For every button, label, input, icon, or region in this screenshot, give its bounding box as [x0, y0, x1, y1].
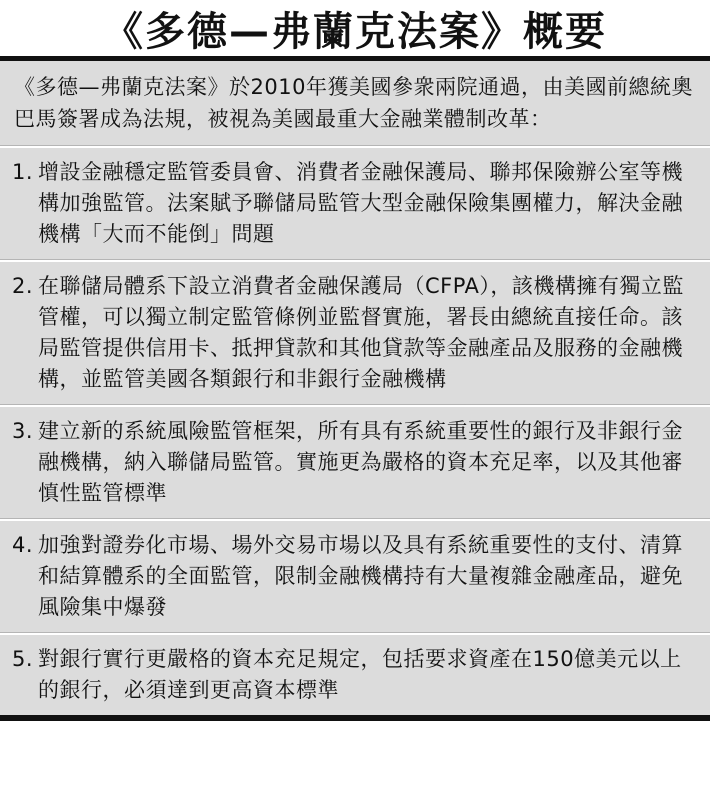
item-number: 3. — [12, 419, 34, 443]
item-number: 1. — [12, 160, 34, 184]
list-item — [0, 635, 710, 715]
content-panel — [0, 61, 710, 715]
list-item — [0, 148, 710, 259]
intro-paragraph: 《多德—弗蘭克法案》於2010年獲美國參衆兩院通過，由美國前總統奧巴馬簽署成為法規，被視為美國最重大金融業體制改革： — [14, 75, 693, 131]
item-number: 5. — [12, 647, 34, 671]
item-text: 加強對證券化市場、場外交易市場以及具有系統重要性的支付、清算和結算體系的全面監管，限制金融機構持有大量複雜金融產品，避免風險集中爆發 — [38, 533, 683, 619]
item-text: 對銀行實行更嚴格的資本充足規定，包括要求資產在150億美元以上的銀行，必須達到更高資本標準 — [38, 647, 682, 702]
list-item — [0, 407, 710, 518]
item-text: 增設金融穩定監管委員會、消費者金融保護局、聯邦保險辦公室等機構加強監管。法案賦予聯儲局監管大型金融保險集團權力，解決金融機構「大而不能倒」問題 — [38, 160, 683, 246]
item-number: 2. — [12, 274, 34, 298]
list-item — [0, 262, 710, 404]
list-item — [0, 521, 710, 632]
bottom-divider — [0, 715, 710, 721]
item-number: 4. — [12, 533, 34, 557]
item-text: 在聯儲局體系下設立消費者金融保護局（CFPA），該機構擁有獨立監管權，可以獨立制定監管條例並監督實施，署長由總統直接任命。該局監管提供信用卡、抵押貸款和其他貸款等金融產品及服務的金融機構，並監管美國各類銀行和非銀行金融機構 — [38, 274, 684, 391]
item-text: 建立新的系統風險監管框架，所有具有系統重要性的銀行及非銀行金融機構，納入聯儲局監管。實施更為嚴格的資本充足率，以及其他審慎性監管標準 — [38, 419, 683, 505]
page-title: 《多德—弗蘭克法案》概要 — [103, 8, 607, 55]
